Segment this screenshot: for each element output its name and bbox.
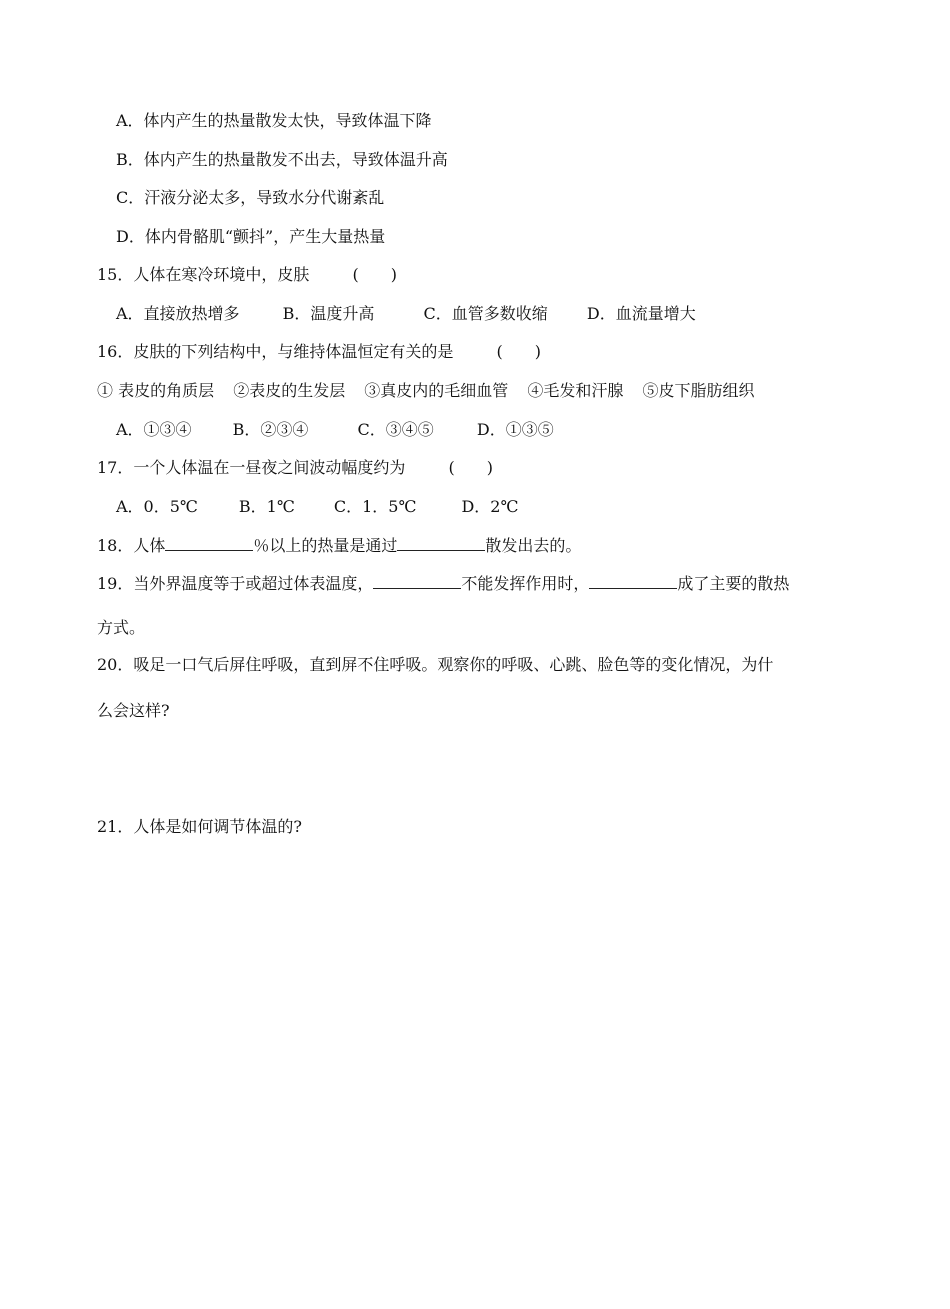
q19-text-2: 不能发挥作用时，: [461, 574, 590, 593]
q18-text-2: ％以上的热量是通过: [253, 536, 398, 555]
q17-option-c: C．1．5℃: [333, 497, 417, 516]
q16-item-5: ⑤皮下脂肪组织: [642, 381, 755, 400]
q15-stem: [97, 264, 397, 286]
q19-blank-2: [589, 572, 677, 589]
q16-option-c: C．③④⑤: [357, 420, 434, 439]
q21: 21．人体是如何调节体温的?: [97, 817, 302, 836]
q14-option-a: A．体内产生的热量散发太快，导致体温下降: [116, 111, 432, 130]
q17-option-a: A．0．5℃: [116, 497, 198, 516]
q16-stem: [97, 341, 541, 363]
q17-option-d: D．2℃: [461, 497, 519, 516]
q19-line-2: 方式。: [97, 618, 146, 637]
q18: [97, 534, 581, 557]
q16-item-2: ②表皮的生发层: [233, 381, 346, 400]
q20-line-1: 20．吸足一口气后屏住呼吸，直到屏不住呼吸。观察你的呼吸、心跳、脸色等的变化情况，为什: [97, 655, 774, 674]
q19-line-1: [97, 572, 789, 595]
q15-answer-paren: ( ): [352, 265, 397, 284]
q15-stem-text: 15．人体在寒冷环境中，皮肤: [97, 265, 310, 284]
q16-item-3: ③真皮内的毛细血管: [364, 381, 509, 400]
q15-options: [116, 303, 696, 325]
q16-answer-paren: ( ): [496, 342, 541, 361]
q17-stem: [97, 457, 493, 479]
q16-item-4: ④毛发和汗腺: [527, 381, 624, 400]
q16-option-d: D．①③⑤: [476, 420, 554, 439]
q16-option-a: A．①③④: [116, 420, 192, 439]
q16-options: [116, 419, 554, 441]
q16-option-b: B．②③④: [232, 420, 309, 439]
q18-text-3: 散发出去的。: [485, 536, 582, 555]
q15-option-a: A．直接放热增多: [116, 304, 240, 323]
q16-stem-text: 16．皮肤的下列结构中，与维持体温恒定有关的是: [97, 342, 454, 361]
q15-option-b: B．温度升高: [282, 304, 375, 323]
q17-stem-text: 17．一个人体温在一昼夜之间波动幅度约为: [97, 458, 406, 477]
q15-option-c: C．血管多数收缩: [423, 304, 548, 323]
q15-option-d: D．血流量增大: [586, 304, 696, 323]
q18-blank-1: [165, 534, 253, 551]
q19-text-3: 成了主要的散热: [677, 574, 790, 593]
q19-text-1: 19．当外界温度等于或超过体表温度，: [97, 574, 374, 593]
q17-answer-paren: ( ): [448, 458, 493, 477]
q16-item-1: ① 表皮的角质层: [97, 381, 215, 400]
q18-text-1: 18．人体: [97, 536, 166, 555]
q18-blank-2: [397, 534, 485, 551]
q16-items: [97, 380, 755, 402]
q19-blank-1: [373, 572, 461, 589]
q17-options: [116, 496, 518, 518]
q14-option-c: C．汗液分泌太多，导致水分代谢紊乱: [116, 188, 385, 207]
q14-option-d: D．体内骨骼肌“颤抖”，产生大量热量: [116, 227, 386, 246]
q17-option-b: B．1℃: [238, 497, 295, 516]
q20-line-2: 么会这样?: [97, 701, 170, 720]
q14-option-b: B．体内产生的热量散发不出去，导致体温升高: [116, 150, 448, 169]
